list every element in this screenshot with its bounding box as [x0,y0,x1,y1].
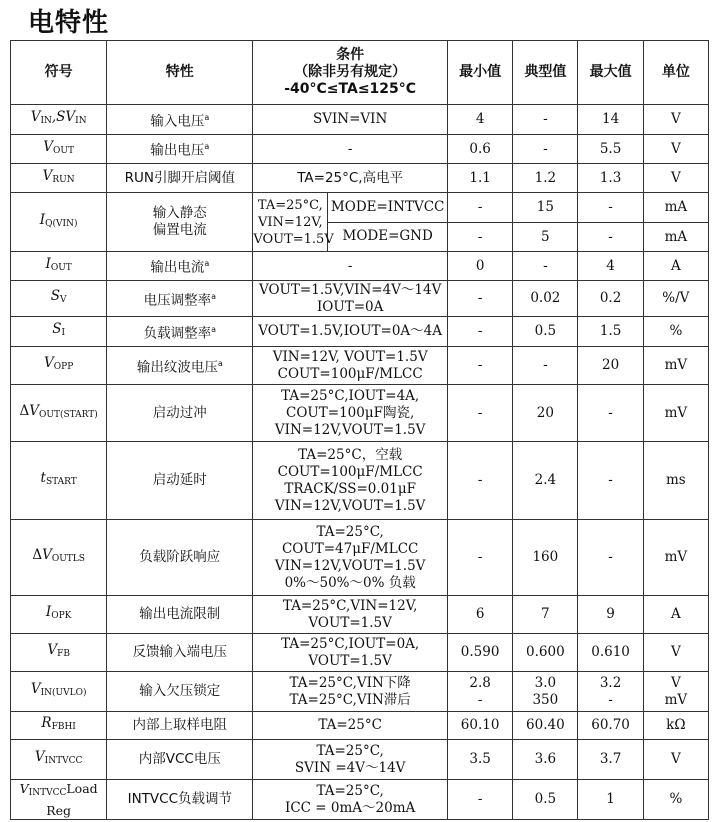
symbol-si: $S_I$ [11,317,107,347]
characteristic: 反馈输入端电压 [107,634,253,672]
header-conditions [253,41,448,105]
condition: TA=25°C,IOUT=4A, COUT=100μF陶瓷, VIN=12V,VOUT=1.5V [253,385,448,442]
max-value: 1 [578,780,643,820]
table-header-row [11,41,709,105]
characteristic: 负载阶跃响应 [107,520,253,596]
condition: SVIN=VIN [253,105,448,135]
table-row [11,105,709,135]
table-row [11,596,709,634]
header-cond-line1: 条件 [336,47,365,63]
min-value: 6 [448,596,513,634]
unit: A [643,252,708,281]
table-row [11,740,709,780]
page-title: 电特性 [28,8,110,38]
max-value: - [578,520,643,596]
condition: TA=25°C，空载 COUT=100μF/MLCC TRACK/SS=0.01μF VIN=12V,VOUT=1.5V [253,442,448,520]
table-row [11,672,709,712]
symbol-rfbhi: $R_{FBHI}$ [11,712,107,740]
characteristic: 负载调整率$^a$ [107,317,253,347]
max-value: 0.2 [578,281,643,317]
typ-value: 7 [513,596,578,634]
characteristic: 输入静态 偏置电流 [107,193,253,252]
table-row [11,135,709,164]
max-value: 60.70 [578,712,643,740]
min-value: 60.10 [448,712,513,740]
min-value: 2.8 - [448,672,513,712]
min-value: - [448,281,513,317]
header-typ: 典型值 [513,41,578,105]
min-value: 4 [448,105,513,135]
characteristic: 输出电流$^a$ [107,252,253,281]
table-row [11,193,709,223]
unit: %/V [643,281,708,317]
typ-value: 20 [513,385,578,442]
unit: mV [643,520,708,596]
symbol-vout: $V_{OUT}$ [11,135,107,164]
unit: V [643,164,708,193]
characteristic: 输出电流限制 [107,596,253,634]
max-value: - [578,442,643,520]
table-row [11,520,709,596]
typ-value: 5 [513,223,578,252]
condition: TA=25°C,高电平 [253,164,448,193]
header-characteristic: 特性 [107,41,253,105]
min-value: 0.590 [448,634,513,672]
header-symbol: 符号 [11,41,107,105]
symbol-vin: $V_{IN},SV_{IN}$ [11,105,107,135]
unit: mA [643,223,708,252]
condition: TA=25°C [253,712,448,740]
characteristic: 输入欠压锁定 [107,672,253,712]
unit: mV [643,347,708,385]
table-row [11,347,709,385]
condition: - [253,135,448,164]
max-value: 9 [578,596,643,634]
unit: % [643,780,708,820]
symbol-vfb: $V_{FB}$ [11,634,107,672]
unit: mA [643,193,708,223]
max-value: 4 [578,252,643,281]
condition: TA=25°C, SVIN =4V～14V [253,740,448,780]
table-row [11,780,709,820]
max-value: 3.7 [578,740,643,780]
symbol-iq: $I_{Q(VIN)}$ [11,193,107,252]
max-value: 1.3 [578,164,643,193]
min-value: 1.1 [448,164,513,193]
characteristic: INTVCC负载调节 [107,780,253,820]
header-cond-line3: -40°C≤TA≤125°C [284,81,417,97]
symbol-vintvcc: $V_{INTVCC}$ [11,740,107,780]
table-row [11,634,709,672]
characteristic: 输出电压$^a$ [107,135,253,164]
condition: - [253,252,448,281]
min-value: 3.5 [448,740,513,780]
characteristic: 启动延时 [107,442,253,520]
symbol-vin-uvlo: $V_{IN(UVLO)}$ [11,672,107,712]
typ-value: - [513,252,578,281]
condition: VOUT=1.5V,IOUT=0A～4A [253,317,448,347]
table-row [11,281,709,317]
condition: TA=25°C, COUT=47μF/MLCC VIN=12V,VOUT=1.5V 0%～50%～0% 负载 [253,520,448,596]
max-value: 20 [578,347,643,385]
symbol-iopk: $I_{OPK}$ [11,596,107,634]
characteristic: 内部上取样电阻 [107,712,253,740]
min-value: - [448,520,513,596]
max-value: 1.5 [578,317,643,347]
min-value: - [448,780,513,820]
min-value: - [448,317,513,347]
max-value: - [578,385,643,442]
max-value: 5.5 [578,135,643,164]
typ-value: 160 [513,520,578,596]
table-row [11,317,709,347]
characteristic: 启动过冲 [107,385,253,442]
characteristic: 内部VCC电压 [107,740,253,780]
symbol-vrun: $V_{RUN}$ [11,164,107,193]
typ-value: - [513,347,578,385]
characteristic: RUN引脚开启阈值 [107,164,253,193]
unit: kΩ [643,712,708,740]
header-unit: 单位 [643,41,708,105]
typ-value: 15 [513,193,578,223]
symbol-vopp: $V_{OPP}$ [11,347,107,385]
unit: % [643,317,708,347]
typ-value: 1.2 [513,164,578,193]
symbol-vintvcc-load-reg: $V_{INTVCC}Load$ Reg [11,780,107,820]
symbol-dvoutls: $\Delta V_{OUTLS}$ [11,520,107,596]
unit: ms [643,442,708,520]
max-value: - [578,193,643,223]
condition: TA=25°C,VIN下降 TA=25°C,VIN滞后 [253,672,448,712]
max-value: 0.610 [578,634,643,672]
header-min: 最小值 [448,41,513,105]
typ-value: 60.40 [513,712,578,740]
condition: TA=25°C,VIN=12V, VOUT=1.5V [253,596,448,634]
max-value: 3.2 - [578,672,643,712]
header-cond-line2: （除非另有规定） [294,64,407,80]
table-row [11,164,709,193]
max-value: 14 [578,105,643,135]
min-value: 0 [448,252,513,281]
unit: V mV [643,672,708,712]
typ-value: 3.0 350 [513,672,578,712]
condition: VIN=12V, VOUT=1.5V COUT=100μF/MLCC [253,347,448,385]
min-value: - [448,347,513,385]
table-row [11,385,709,442]
typ-value: - [513,105,578,135]
max-value: - [578,223,643,252]
symbol-sv: $S_V$ [11,281,107,317]
min-value: - [448,193,513,223]
condition: TA=25°C,IOUT=0A, VOUT=1.5V [253,634,448,672]
characteristic: 输出纹波电压$^a$ [107,347,253,385]
typ-value: 3.6 [513,740,578,780]
unit: V [643,634,708,672]
unit: V [643,105,708,135]
condition: TA=25°C, VIN=12V, VOUT=1.5V MODE=INTVCC MODE=GND [253,193,448,252]
min-value: - [448,385,513,442]
typ-value: 0.5 [513,317,578,347]
typ-value: 0.5 [513,780,578,820]
electrical-characteristics-table [10,40,709,820]
symbol-iout: $I_{OUT}$ [11,252,107,281]
min-value: - [448,442,513,520]
typ-value: 2.4 [513,442,578,520]
typ-value: 0.02 [513,281,578,317]
symbol-tstart: $t_{START}$ [11,442,107,520]
unit: A [643,596,708,634]
symbol-dvout-start: $\Delta V_{OUT(START)}$ [11,385,107,442]
min-value: 0.6 [448,135,513,164]
table-row [11,712,709,740]
table-row [11,442,709,520]
table-row [11,252,709,281]
header-max: 最大值 [578,41,643,105]
unit: V [643,135,708,164]
unit: V [643,740,708,780]
min-value: - [448,223,513,252]
typ-value: 0.600 [513,634,578,672]
characteristic: 电压调整率$^a$ [107,281,253,317]
condition: TA=25°C, ICC = 0mA～20mA [253,780,448,820]
condition: VOUT=1.5V,VIN=4V～14V IOUT=0A [253,281,448,317]
characteristic: 输入电压$^a$ [107,105,253,135]
typ-value: - [513,135,578,164]
unit: mV [643,385,708,442]
